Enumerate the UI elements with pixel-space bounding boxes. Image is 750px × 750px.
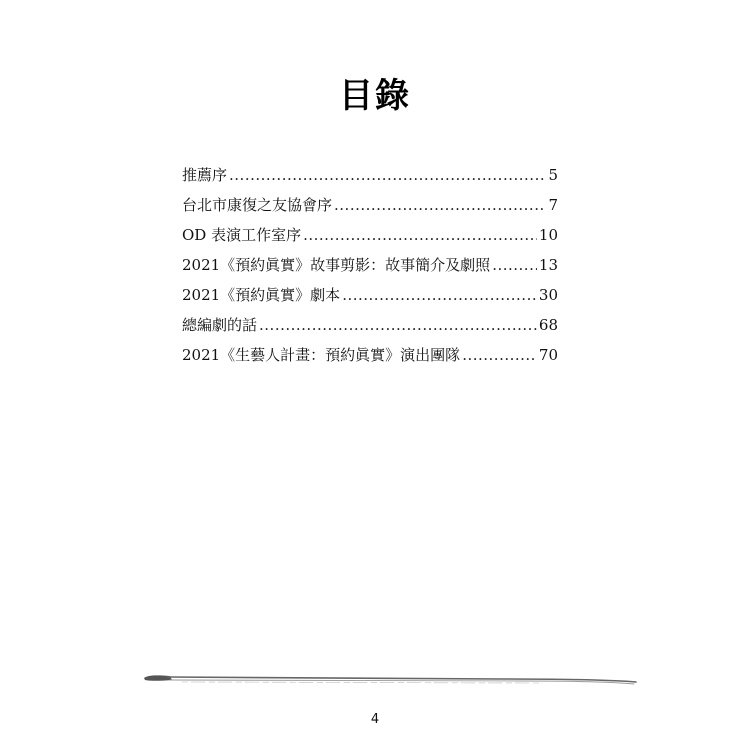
page-title: 目錄 — [339, 76, 411, 116]
toc-entry — [182, 280, 558, 310]
brush-stroke-divider — [142, 672, 640, 688]
toc-entry-page: 5 — [548, 166, 558, 184]
toc-entry — [182, 190, 558, 220]
toc-entry-page: 10 — [538, 226, 558, 244]
toc-entry-page: 13 — [538, 256, 558, 274]
toc-entry-page: 30 — [538, 286, 558, 304]
toc-entry-label: 推薦序 — [182, 166, 228, 184]
dot-leader — [492, 250, 537, 280]
dot-leader — [229, 160, 546, 190]
toc-entry-label: 2021《預約眞實》故事剪影：故事簡介及劇照 — [182, 256, 491, 274]
toc-entry — [182, 220, 558, 250]
toc-entry-label: OD 表演工作室序 — [182, 226, 302, 244]
toc-entry — [182, 250, 558, 280]
table-of-contents — [182, 160, 558, 370]
toc-entry-label: 台北市康復之友協會序 — [182, 196, 333, 214]
toc-entry-page: 68 — [538, 316, 558, 334]
dot-leader — [259, 310, 537, 340]
toc-entry — [182, 310, 558, 340]
dot-leader — [342, 280, 537, 310]
toc-entry — [182, 160, 558, 190]
dot-leader — [303, 220, 537, 250]
dot-leader — [462, 340, 537, 370]
dot-leader — [334, 190, 546, 220]
toc-entry-label: 2021《預約眞實》劇本 — [182, 286, 341, 304]
toc-entry-label: 總編劇的話 — [182, 316, 258, 334]
toc-entry-page: 70 — [538, 346, 558, 364]
toc-entry-label: 2021《生藝人計畫：預約眞實》演出團隊 — [182, 346, 461, 364]
toc-entry-page: 7 — [548, 196, 558, 214]
toc-entry — [182, 340, 558, 370]
page-number: 4 — [370, 712, 380, 727]
